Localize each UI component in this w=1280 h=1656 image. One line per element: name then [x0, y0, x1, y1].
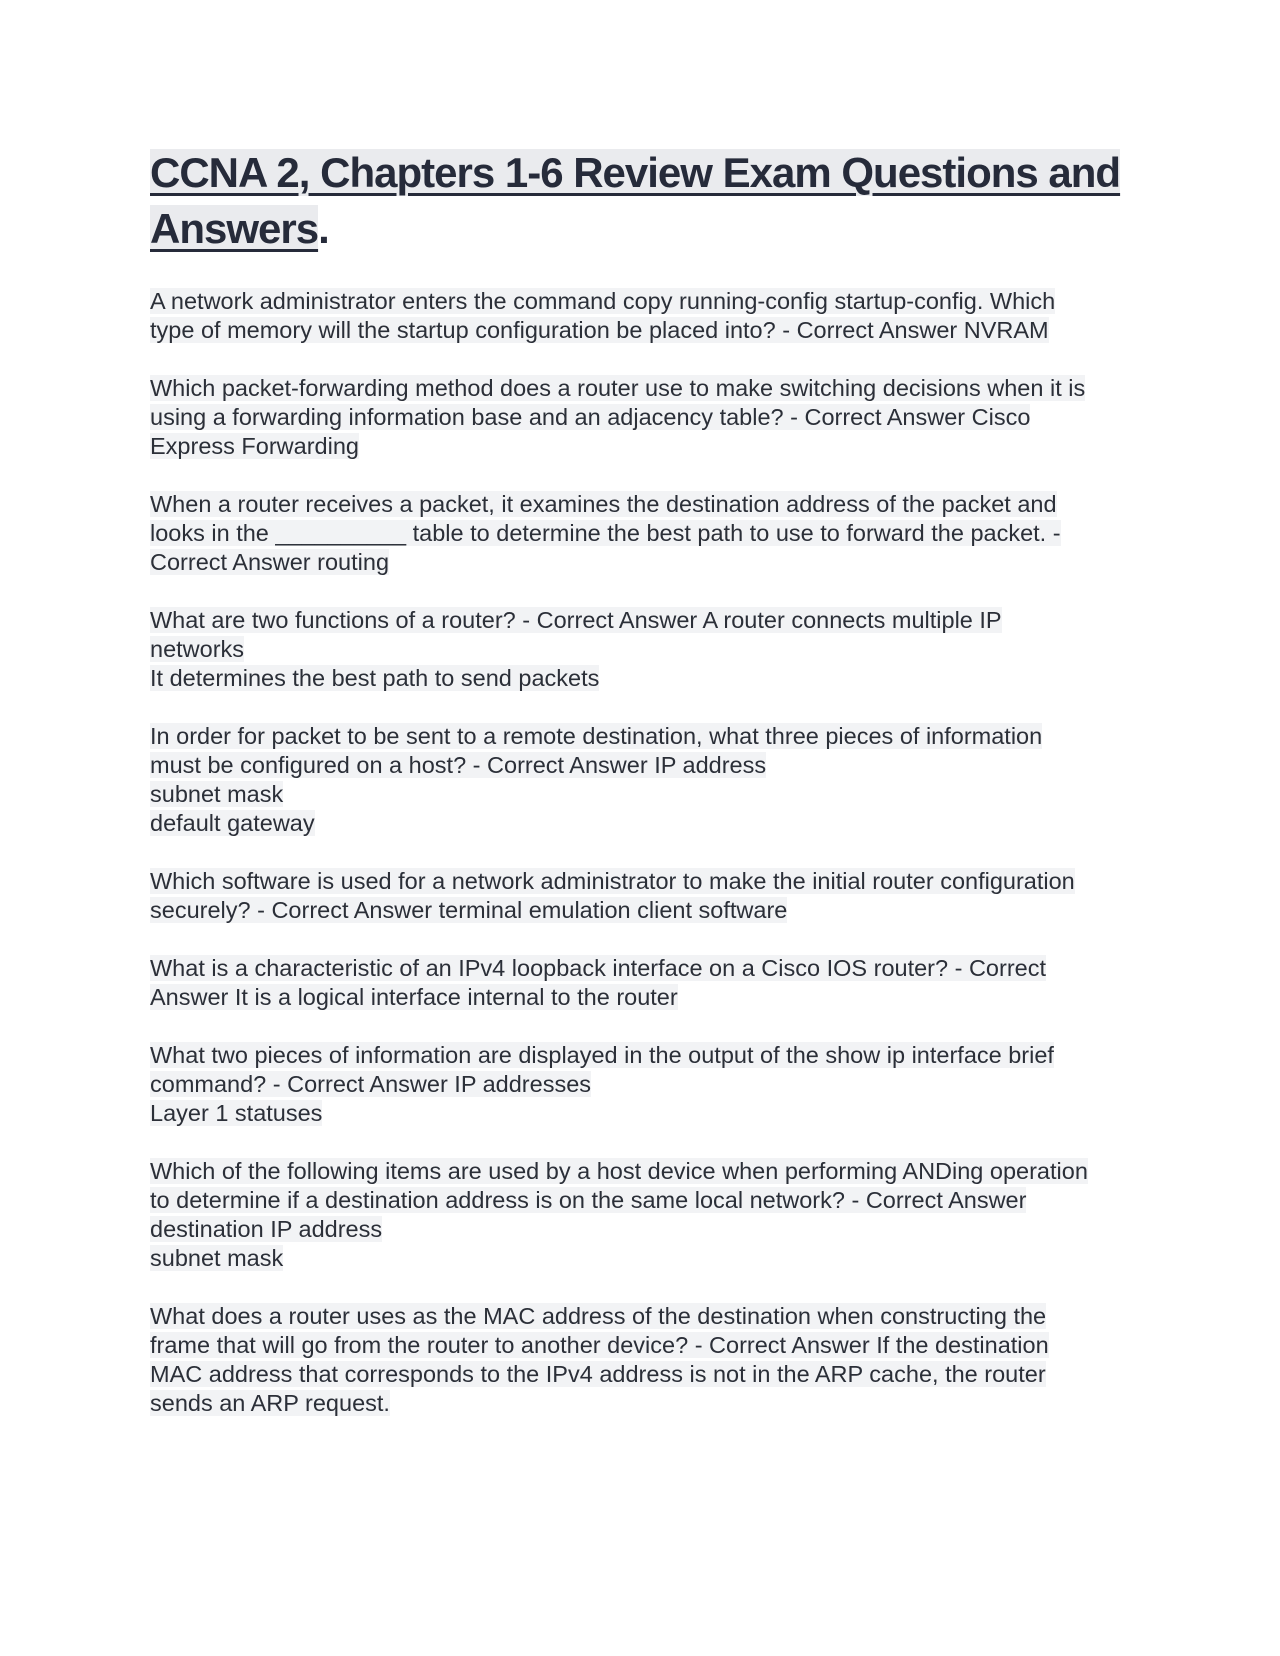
qa-item	[150, 1157, 1130, 1273]
qa-line-text: using a forwarding information base and an adjacency table? - Correct Answer Cisco	[150, 404, 1031, 430]
document-title	[150, 145, 1130, 257]
qa-line-text: Answer It is a logical interface internal to the router	[150, 984, 678, 1010]
qa-line	[150, 1302, 1130, 1331]
qa-line	[150, 1186, 1130, 1215]
qa-line	[150, 519, 1130, 548]
qa-line-text: What are two functions of a router? - Correct Answer A router connects multiple IP	[150, 607, 1002, 633]
qa-line-text: must be configured on a host? - Correct Answer IP address	[150, 752, 767, 778]
qa-line-text: When a router receives a packet, it examines the destination address of the packet and	[150, 491, 1057, 517]
qa-line	[150, 1331, 1130, 1360]
qa-line-text: command? - Correct Answer IP addresses	[150, 1071, 592, 1097]
qa-line	[150, 1389, 1130, 1418]
qa-line-text: Which software is used for a network administrator to make the initial router configuration	[150, 868, 1075, 894]
qa-line	[150, 374, 1130, 403]
qa-line-text: Correct Answer routing	[150, 549, 390, 575]
qa-line	[150, 635, 1130, 664]
qa-line-text: Express Forwarding	[150, 433, 359, 459]
qa-line	[150, 809, 1130, 838]
qa-line	[150, 548, 1130, 577]
qa-line-text: default gateway	[150, 810, 315, 836]
qa-line	[150, 1041, 1130, 1070]
qa-line-text: looks in the __________ table to determine the best path to use to forward the packet. -	[150, 520, 1061, 546]
qa-line	[150, 606, 1130, 635]
qa-line-text: What two pieces of information are displayed in the output of the show ip interface brief	[150, 1042, 1054, 1068]
qa-line-text: In order for packet to be sent to a remote destination, what three pieces of information	[150, 723, 1043, 749]
qa-line-text: Which of the following items are used by a host device when performing ANDing operation	[150, 1158, 1088, 1184]
qa-line-text: Which packet-forwarding method does a router use to make switching decisions when it is	[150, 375, 1086, 401]
qa-line-text: type of memory will the startup configuration be placed into? - Correct Answer NVRAM	[150, 317, 1049, 343]
qa-line-text: sends an ARP request.	[150, 1390, 390, 1416]
qa-item	[150, 374, 1130, 461]
qa-line	[150, 490, 1130, 519]
qa-line	[150, 1070, 1130, 1099]
document-page	[150, 145, 1130, 1447]
qa-line-text: to determine if a destination address is on the same local network? - Correct Answer	[150, 1187, 1027, 1213]
qa-line	[150, 780, 1130, 809]
qa-line	[150, 1157, 1130, 1186]
qa-line	[150, 403, 1130, 432]
qa-item	[150, 606, 1130, 693]
qa-item	[150, 287, 1130, 345]
document-title-text: CCNA 2, Chapters 1-6 Review Exam Questions and Answers	[150, 149, 1121, 252]
qa-item	[150, 490, 1130, 577]
qa-line	[150, 287, 1130, 316]
qa-line	[150, 1215, 1130, 1244]
qa-line	[150, 316, 1130, 345]
qa-line	[150, 432, 1130, 461]
qa-line	[150, 751, 1130, 780]
qa-line-text: networks	[150, 636, 245, 662]
qa-list	[150, 287, 1130, 1418]
qa-line-text: MAC address that corresponds to the IPv4 address is not in the ARP cache, the router	[150, 1361, 1046, 1387]
qa-line-text: Layer 1 statuses	[150, 1100, 323, 1126]
qa-line-text: A network administrator enters the command copy running-config startup-config. Which	[150, 288, 1056, 314]
qa-line	[150, 1099, 1130, 1128]
qa-item	[150, 1302, 1130, 1418]
qa-line-text: It determines the best path to send packets	[150, 665, 600, 691]
qa-line-text: destination IP address	[150, 1216, 383, 1242]
qa-line-text: What does a router uses as the MAC address of the destination when constructing the	[150, 1303, 1047, 1329]
document-title-period: .	[318, 205, 329, 252]
qa-item	[150, 1041, 1130, 1128]
qa-item	[150, 867, 1130, 925]
qa-item	[150, 722, 1130, 838]
qa-line	[150, 867, 1130, 896]
qa-line	[150, 896, 1130, 925]
qa-line	[150, 1244, 1130, 1273]
qa-line	[150, 954, 1130, 983]
qa-line-text: What is a characteristic of an IPv4 loopback interface on a Cisco IOS router? - Correct	[150, 955, 1046, 981]
qa-line-text: subnet mask	[150, 1245, 284, 1271]
qa-line	[150, 983, 1130, 1012]
qa-line	[150, 722, 1130, 751]
qa-line-text: subnet mask	[150, 781, 284, 807]
qa-line-text: securely? - Correct Answer terminal emulation client software	[150, 897, 788, 923]
qa-line	[150, 664, 1130, 693]
qa-item	[150, 954, 1130, 1012]
qa-line-text: frame that will go from the router to another device? - Correct Answer If the destination	[150, 1332, 1049, 1358]
qa-line	[150, 1360, 1130, 1389]
